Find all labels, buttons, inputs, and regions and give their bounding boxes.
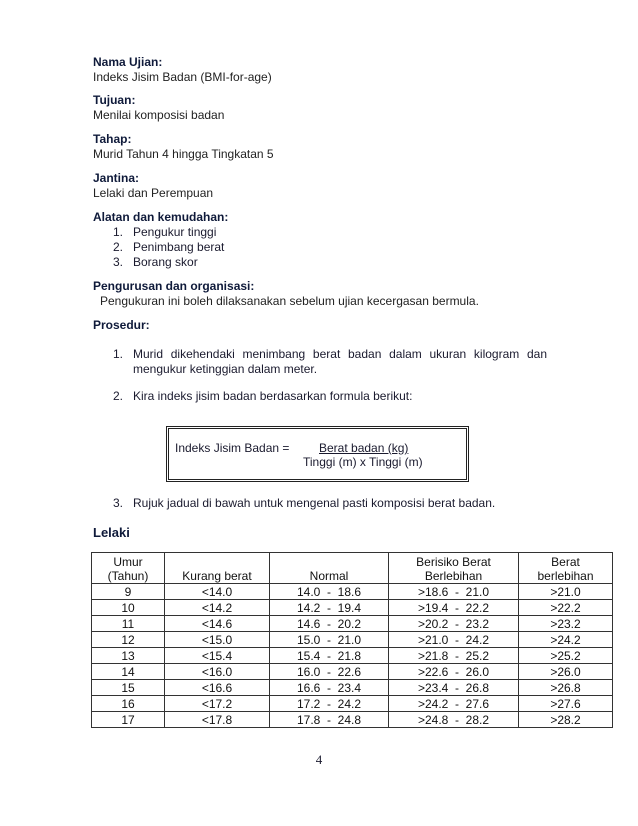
field-tahap [93, 132, 563, 162]
field-tujuan [93, 93, 563, 123]
table-cell: >26.0 [519, 664, 613, 680]
table-cell: >22.2 [519, 600, 613, 616]
table-cell: >26.8 [519, 680, 613, 696]
bmi-table [91, 552, 613, 728]
field-label: Tujuan: [93, 93, 136, 107]
alatan-list [113, 225, 563, 270]
table-cell: 9 [92, 584, 165, 600]
table-cell: 17 [92, 712, 165, 728]
col-header-berisiko: Berisiko Berat Berlebihan [389, 553, 519, 584]
section-alatan [93, 210, 563, 270]
table-cell: >18.6 - 21.0 [389, 584, 519, 600]
section-text: Pengukuran ini boleh dilaksanakan sebelum ujian kecergasan bermula. [100, 294, 479, 308]
step-number: 3. [113, 496, 124, 510]
item-number: 2. [113, 240, 124, 254]
prosedur-step-3 [113, 496, 547, 511]
table-cell: <16.0 [165, 664, 270, 680]
table-cell: <15.4 [165, 648, 270, 664]
table-cell: >22.6 - 26.0 [389, 664, 519, 680]
field-value: Indeks Jisim Badan (BMI-for-age) [93, 70, 272, 84]
table-row [92, 712, 613, 728]
field-jantina [93, 171, 563, 201]
table-cell: 15 [92, 680, 165, 696]
prosedur-step-2 [113, 389, 547, 404]
section-pengurusan [93, 279, 563, 309]
table-row [92, 600, 613, 616]
section-label: Pengurusan dan organisasi: [93, 279, 255, 293]
table-cell: 17.8 - 24.8 [270, 712, 389, 728]
formula-numerator: Berat badan (kg) [319, 441, 409, 455]
field-nama-ujian [93, 55, 563, 85]
field-label: Jantina: [93, 171, 140, 185]
item-text: Penimbang berat [133, 240, 225, 254]
step-text: Rujuk jadual di bawah untuk mengenal pasti komposisi berat badan. [133, 496, 496, 510]
table-cell: 14.2 - 19.4 [270, 600, 389, 616]
table-cell: 16.0 - 22.6 [270, 664, 389, 680]
step-text: Kira indeks jisim badan berdasarkan formula berikut: [133, 389, 413, 403]
table-heading-text: Lelaki [93, 525, 130, 540]
formula-denominator: Tinggi (m) x Tinggi (m) [303, 455, 423, 469]
table-cell: <17.2 [165, 696, 270, 712]
table-cell: >21.8 - 25.2 [389, 648, 519, 664]
table-cell: >24.8 - 28.2 [389, 712, 519, 728]
table-cell: 14 [92, 664, 165, 680]
col-header-berat-berlebihan: Berat berlebihan [519, 553, 613, 584]
table-cell: >23.2 [519, 616, 613, 632]
field-label: Tahap: [93, 132, 132, 146]
table-cell: >23.4 - 26.8 [389, 680, 519, 696]
col-header-umur: Umur (Tahun) [92, 553, 165, 584]
bmi-formula-box [166, 426, 469, 482]
section-label: Prosedur: [93, 318, 150, 332]
item-number: 3. [113, 255, 124, 269]
table-row [92, 648, 613, 664]
table-cell: 17.2 - 24.2 [270, 696, 389, 712]
step-number: 2. [113, 389, 124, 403]
field-label: Nama Ujian: [93, 55, 163, 69]
table-cell: 15.0 - 21.0 [270, 632, 389, 648]
table-cell: 15.4 - 21.8 [270, 648, 389, 664]
table-cell: <14.6 [165, 616, 270, 632]
table-cell: 12 [92, 632, 165, 648]
field-value: Murid Tahun 4 hingga Tingkatan 5 [93, 147, 274, 161]
col-header-kurang-berat: Kurang berat [165, 553, 270, 584]
table-cell: <14.0 [165, 584, 270, 600]
section-label: Alatan dan kemudahan: [93, 210, 229, 224]
item-text: Pengukur tinggi [133, 225, 217, 239]
table-row [92, 584, 613, 600]
table-cell: 13 [92, 648, 165, 664]
table-row [92, 616, 613, 632]
field-value: Lelaki dan Perempuan [93, 186, 214, 200]
item-number: 1. [113, 225, 124, 239]
table-cell: >19.4 - 22.2 [389, 600, 519, 616]
table-cell: >27.6 [519, 696, 613, 712]
table-header-row [92, 553, 613, 584]
table-cell: 10 [92, 600, 165, 616]
table-cell: >28.2 [519, 712, 613, 728]
list-item [113, 240, 563, 255]
table-cell: 16 [92, 696, 165, 712]
page-number: 4 [315, 752, 323, 767]
step-number: 1. [113, 347, 124, 361]
col-header-normal: Normal [270, 553, 389, 584]
field-value: Menilai komposisi badan [93, 108, 225, 122]
table-heading [93, 525, 563, 540]
table-row [92, 632, 613, 648]
table-cell: >24.2 [519, 632, 613, 648]
table-cell: 14.6 - 20.2 [270, 616, 389, 632]
list-item [113, 225, 563, 240]
table-cell: <16.6 [165, 680, 270, 696]
list-item [113, 255, 563, 270]
section-prosedur [93, 318, 563, 333]
table-cell: <15.0 [165, 632, 270, 648]
table-cell: >21.0 - 24.2 [389, 632, 519, 648]
table-cell: >21.0 [519, 584, 613, 600]
table-row [92, 680, 613, 696]
prosedur-step-1 [113, 347, 547, 377]
table-cell: <17.8 [165, 712, 270, 728]
table-cell: 16.6 - 23.4 [270, 680, 389, 696]
table-cell: 14.0 - 18.6 [270, 584, 389, 600]
table-cell: >25.2 [519, 648, 613, 664]
table-row [92, 696, 613, 712]
table-cell: >24.2 - 27.6 [389, 696, 519, 712]
table-cell: >20.2 - 23.2 [389, 616, 519, 632]
table-cell: <14.2 [165, 600, 270, 616]
item-text: Borang skor [133, 255, 198, 269]
step-text: Murid dikehendaki menimbang berat badan dalam ukuran kilogram dan mengukur ketinggian dalam meter. [133, 347, 547, 376]
table-row [92, 664, 613, 680]
table-cell: 11 [92, 616, 165, 632]
formula-lhs: Indeks Jisim Badan = [175, 441, 290, 455]
